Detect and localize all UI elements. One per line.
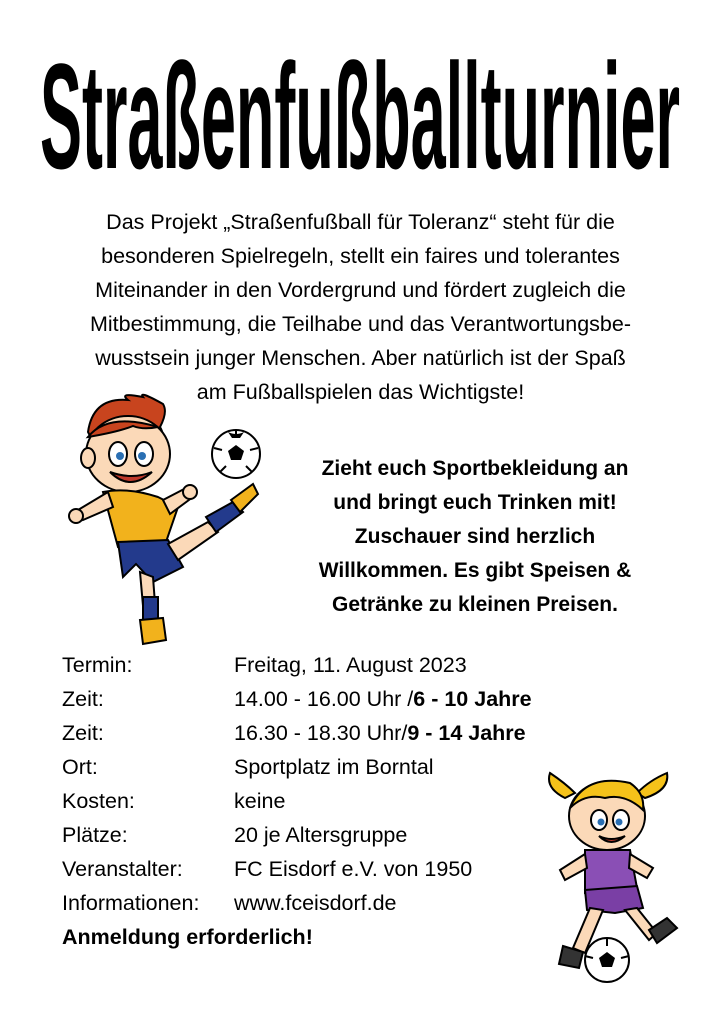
age-group: 6 - 10 Jahre: [413, 687, 532, 711]
detail-value: Sportplatz im Borntal: [234, 755, 434, 779]
detail-label: Informationen:: [62, 891, 200, 915]
detail-row-termin: [62, 648, 622, 682]
detail-label: Zeit:: [62, 687, 104, 711]
intro-line: wusstsein junger Menschen. Aber natürlich ist der Spaß: [95, 346, 626, 370]
notice-line: Getränke zu kleinen Preisen.: [332, 593, 618, 616]
detail-value: Freitag, 11. August 2023: [234, 653, 467, 677]
intro-line: Mitbestimmung, die Teilhabe und das Verantwortungsbe-: [89, 312, 631, 336]
detail-row-informationen: [62, 886, 622, 920]
intro-line: am Fußballspielen das Wichtigste!: [196, 380, 525, 404]
registration-note: Anmeldung erforderlich!: [62, 925, 313, 949]
intro-line: Das Projekt „Straßenfußball für Toleranz“ steht für die: [106, 210, 615, 234]
detail-label: Termin:: [62, 653, 133, 677]
website-link[interactable]: www.fceisdorf.de: [234, 891, 397, 915]
detail-row-veranstalter: [62, 852, 622, 886]
detail-value: keine: [234, 789, 286, 813]
girl-soccer-player-illustration: [545, 768, 685, 988]
title-text: Straßenfußballturnier: [40, 32, 680, 190]
notice-line: und bringt euch Trinken mit!: [333, 491, 617, 514]
detail-label: Plätze:: [62, 823, 128, 847]
detail-label: Zeit:: [62, 721, 104, 745]
notice-line: Zuschauer sind herzlich: [354, 525, 596, 548]
detail-row-zeit-2: [62, 716, 622, 750]
detail-value: 20 je Altersgruppe: [234, 823, 408, 847]
detail-row-zeit-1: [62, 682, 622, 716]
detail-row-ort: [62, 750, 622, 784]
intro-line: besonderen Spielregeln, stellt ein faires und tolerantes: [101, 244, 620, 268]
soccer-ball-icon: [210, 428, 262, 480]
notice-line: Willkommen. Es gibt Speisen &: [318, 559, 632, 582]
intro-paragraph: [40, 205, 681, 409]
notice-paragraph: [280, 452, 670, 622]
detail-label: Kosten:: [62, 789, 135, 813]
detail-value: FC Eisdorf e.V. von 1950: [234, 857, 473, 881]
event-details: [62, 648, 622, 954]
detail-value: 16.30 - 18.30 Uhr/9 - 14 Jahre: [234, 721, 526, 745]
detail-row-plaetze: [62, 818, 622, 852]
page-title: [0, 30, 721, 190]
detail-label: Ort:: [62, 755, 98, 779]
detail-label: Veranstalter:: [62, 857, 183, 881]
detail-row-kosten: [62, 784, 622, 818]
intro-line: Miteinander in den Vordergrund und fördert zugleich die: [95, 278, 626, 302]
detail-value: 14.00 - 16.00 Uhr /6 - 10 Jahre: [234, 687, 532, 711]
age-group: 9 - 14 Jahre: [407, 721, 526, 745]
notice-line: Zieht euch Sportbekleidung an: [321, 457, 629, 480]
